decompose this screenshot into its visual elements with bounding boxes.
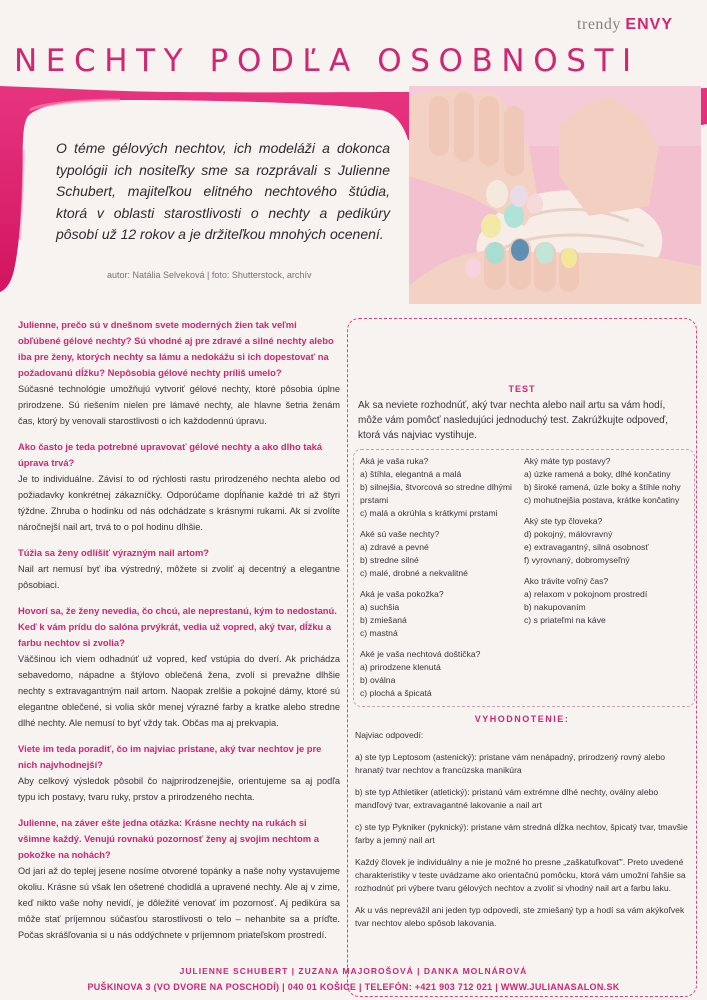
test-question: Aké sú vaše nechty? [360,529,440,539]
test-question: Aké je vaša nechtová doštička? [360,649,481,659]
test-option[interactable]: f) vyrovnaný, dobromyseľný [524,555,630,565]
test-title: TEST [508,384,536,394]
author-credit: autor: Natália Selveková | foto: Shutterstock, archív [107,270,312,280]
test-option[interactable]: c) malá a okrúhla s krátkymi prstami [360,508,498,518]
test-question: Aký ste typ človeka? [524,516,603,526]
evaluation-title: VYHODNOTENIE: [474,714,570,724]
test-option[interactable]: b) široké ramená, úzle boky a štíhle nohy [524,482,681,492]
footer-address: PUŠKINOVA 3 (VO DVORE NA POSCHODÍ) | 040 01 KOŠICE | TELEFÓN: +421 903 712 021 | WWW.JULIANASALON.SK [87,982,620,992]
test-option[interactable]: c) s priateľmi na káve [524,615,606,625]
test-option[interactable]: c) mohutnejšia postava, krátke končatiny [524,495,680,505]
test-option[interactable]: b) nakupovaním [524,602,586,612]
evaluation-item: b) ste typ Athletiker (atletický): pristanú vám extrémne dlhé nechty, oválny alebo mandľový tvar, extravagantné lakovanie a nail art [355,787,659,810]
interview-question: Viete im teda poradiť, čo im najviac pristane, aký tvar nechtov je pre nich najvhodnejší? [18,743,322,770]
interview-column [18,317,340,953]
interview-question: Julienne, na záver ešte jedna otázka: Krásne nechty na rukách si všimne každý. Venujú rovnakú pozornosť ženy aj svojim nechtom a pokožke na nohách? [18,817,319,860]
test-option[interactable]: a) štíhla, elegantná a malá [360,469,462,479]
test-option[interactable]: c) mastná [360,628,398,638]
interview-question: Hovorí sa, že ženy nevedia, čo chcú, ale neprestanú, kým to nedostanú. Keď k vám prídu do salóna prvýkrát, vedia už vopred, aký tvar, dĺžku a farbu nechtov si zvolia? [18,605,337,648]
interview-answer: Väčšinou ich viem odhadnúť už vopred, keď vstúpia do dverí. Ak prichádza sebavedomo, nápadne a štýlovo oblečená žena, zvolí si prevažne dlhšie nechty s extravagantným nail artom. Naopak zrelšie a pokojné dámy, ktoré sú elegantne oblečené, si volia skôr menej výrazné farby a kratke alebo stredne dlhé nechty. Ale nemusí to byť vždy tak. Občas ma aj prekvapia. [18,654,340,728]
test-option[interactable]: b) zmiešaná [360,615,407,625]
interview-answer: Súčasné technológie umožňujú vytvoriť gélové nechty, ktoré pôsobia úplne prirodzene. Sú riešením nielen pre lámavé nechty, ale hlavne šetria ženám čas, ktorý by venovali starostlivosti o ich každodennú úpravu. [18,384,340,426]
test-intro: Ak sa neviete rozhodnúť, aký tvar nechta alebo nail artu sa vám hodí, môže vám pomôcť nasledujúci jednoduchý test. Zakrúžkujte odpoveď, ktorá vás najviac vystihuje. [358,400,669,441]
evaluation-item: a) ste typ Leptosom (astenický): pristane vám nenápadný, prirodzený rovný alebo hranatý tvar nechtov a francúzska manikúra [355,752,666,775]
test-option[interactable]: c) plochá a špicatá [360,688,432,698]
test-option[interactable]: b) oválna [360,675,396,685]
hands-nail-photo [409,86,701,304]
test-option[interactable]: a) zdravé a pevné [360,542,429,552]
magazine-section-brand: trendy ENVY [577,16,673,33]
test-question: Aká je vaša ruka? [360,456,429,466]
evaluation-body [355,729,689,939]
evaluation-item: c) ste typ Pykniker (pyknický): pristane vám stredná dĺžka nechtov, špicatý tvar, tmavšie farby a jemný nail art [355,822,688,845]
evaluation-note: Ak u vás neprevážil ani jeden typ odpovedí, ste zmiešaný typ a hodí sa vám akýkoľvek tvar nechtov alebo spôsob lakovania. [355,905,685,928]
intro-paragraph: O téme gélových nechtov, ich modeláži a dokonca typológii ich nositeľky sme sa rozprávali s Julienne Schubert, majiteľkou elitného nechtového štúdia, ktorá v oblasti starostlivosti o nechty a pedikúry pôsobí už 12 rokov a je držiteľkou mnohých ocenení. [56,140,390,242]
evaluation-note: Každý človek je individuálny a nie je možné ho presne „zaškatuľkovať". Preto uvedené charakteristiky v teste uvádzame ako orientačnú pomôcku, ktorá vám umožní ľahšie sa rozhodnúť pri výbere tvaru gélových nechtov a zvoliť si vhodný nail art a farbu laku. [355,857,686,893]
interview-answer: Nail art nemusí byť iba výstredný, môžete si zvoliť aj decentný a elegantne pôsobiaci. [18,564,340,590]
interview-answer: Od jari až do teplej jesene nosíme otvorené topánky a naše nohy vystavujeme okoliu. Krásne sú však len ošetrené chodidlá a upravené nechty. Ale aj v zime, keď nikto vaše nohy nevidí, je dôležité venovať im pozornosť. Aj pedikúra sa môže stať príjemnou súčasťou starostlivosti o telo – nehanbite sa a príďte. Počas skrášľovania si u nás oddýchnete v príjemnom priateľskom prostredí. [18,866,340,940]
test-option[interactable]: a) relaxom v pokojnom prostredí [524,589,648,599]
test-question: Ako trávite voľný čas? [524,576,609,586]
test-option[interactable]: a) prirodzene klenutá [360,662,441,672]
footer-names: JULIENNE SCHUBERT | ZUZANA MAJOROŠOVÁ | DANKA MOLNÁROVÁ [179,966,528,976]
evaluation-lead: Najviac odpovedí: [355,730,424,740]
page-title: NECHTY PODĽA OSOBNOSTI [14,43,640,79]
test-option[interactable]: e) extravagantný, silná osobnosť [524,542,649,552]
test-question: Aká je vaša pokožka? [360,589,444,599]
test-option[interactable]: b) silnejšia, štvorcová so stredne dlhými prstami [360,482,512,505]
test-option[interactable]: b) stredne silné [360,555,419,565]
test-option[interactable]: a) úzke ramená a boky, dlhé končatiny [524,469,671,479]
test-option[interactable]: d) pokojný, málovravný [524,529,613,539]
interview-question: Ako často je teda potrebné upravovať gélové nechty a ako dlho taká úprava trvá? [18,441,323,468]
interview-question: Túžia sa ženy odlíšiť výrazným nail artom? [18,547,210,558]
test-option[interactable]: a) suchšia [360,602,400,612]
interview-answer: Aby celkový výsledok pôsobil čo najprirodzenejšie, orientujeme sa aj podľa typu ich postavy, tvaru ruky, prstov a prirodzeného nechta. [18,776,340,802]
test-option[interactable]: c) malé, drobné a nekvalitné [360,568,468,578]
test-questions-right [524,455,688,627]
interview-answer: Je to individuálne. Závisí to od rýchlosti rastu prirodzeného nechta alebo od požiadavky konkrétnej zákazníčky. Odporúčame dopĺňanie každé tri až štyri týždne. Zhruba o hodinku od nás odchádzate s krásnymi rukami. Ak si zvolíte náročnejší nail art, trvá to o pol hodinu dlhšie. [18,474,340,532]
test-questions-left [360,455,520,700]
test-question: Aký máte typ postavy? [524,456,611,466]
interview-question: Julienne, prečo sú v dnešnom svete moderných žien tak veľmi obľúbené gélové nechty? Sú vhodné aj pre zdravé a silné nechty alebo iba pre ženy, ktorých nechty sa lámu a nedokážu si ich dopestovať na požadovanú dĺžku? Nepôsobia gélové nechty príliš umelo? [18,319,334,378]
